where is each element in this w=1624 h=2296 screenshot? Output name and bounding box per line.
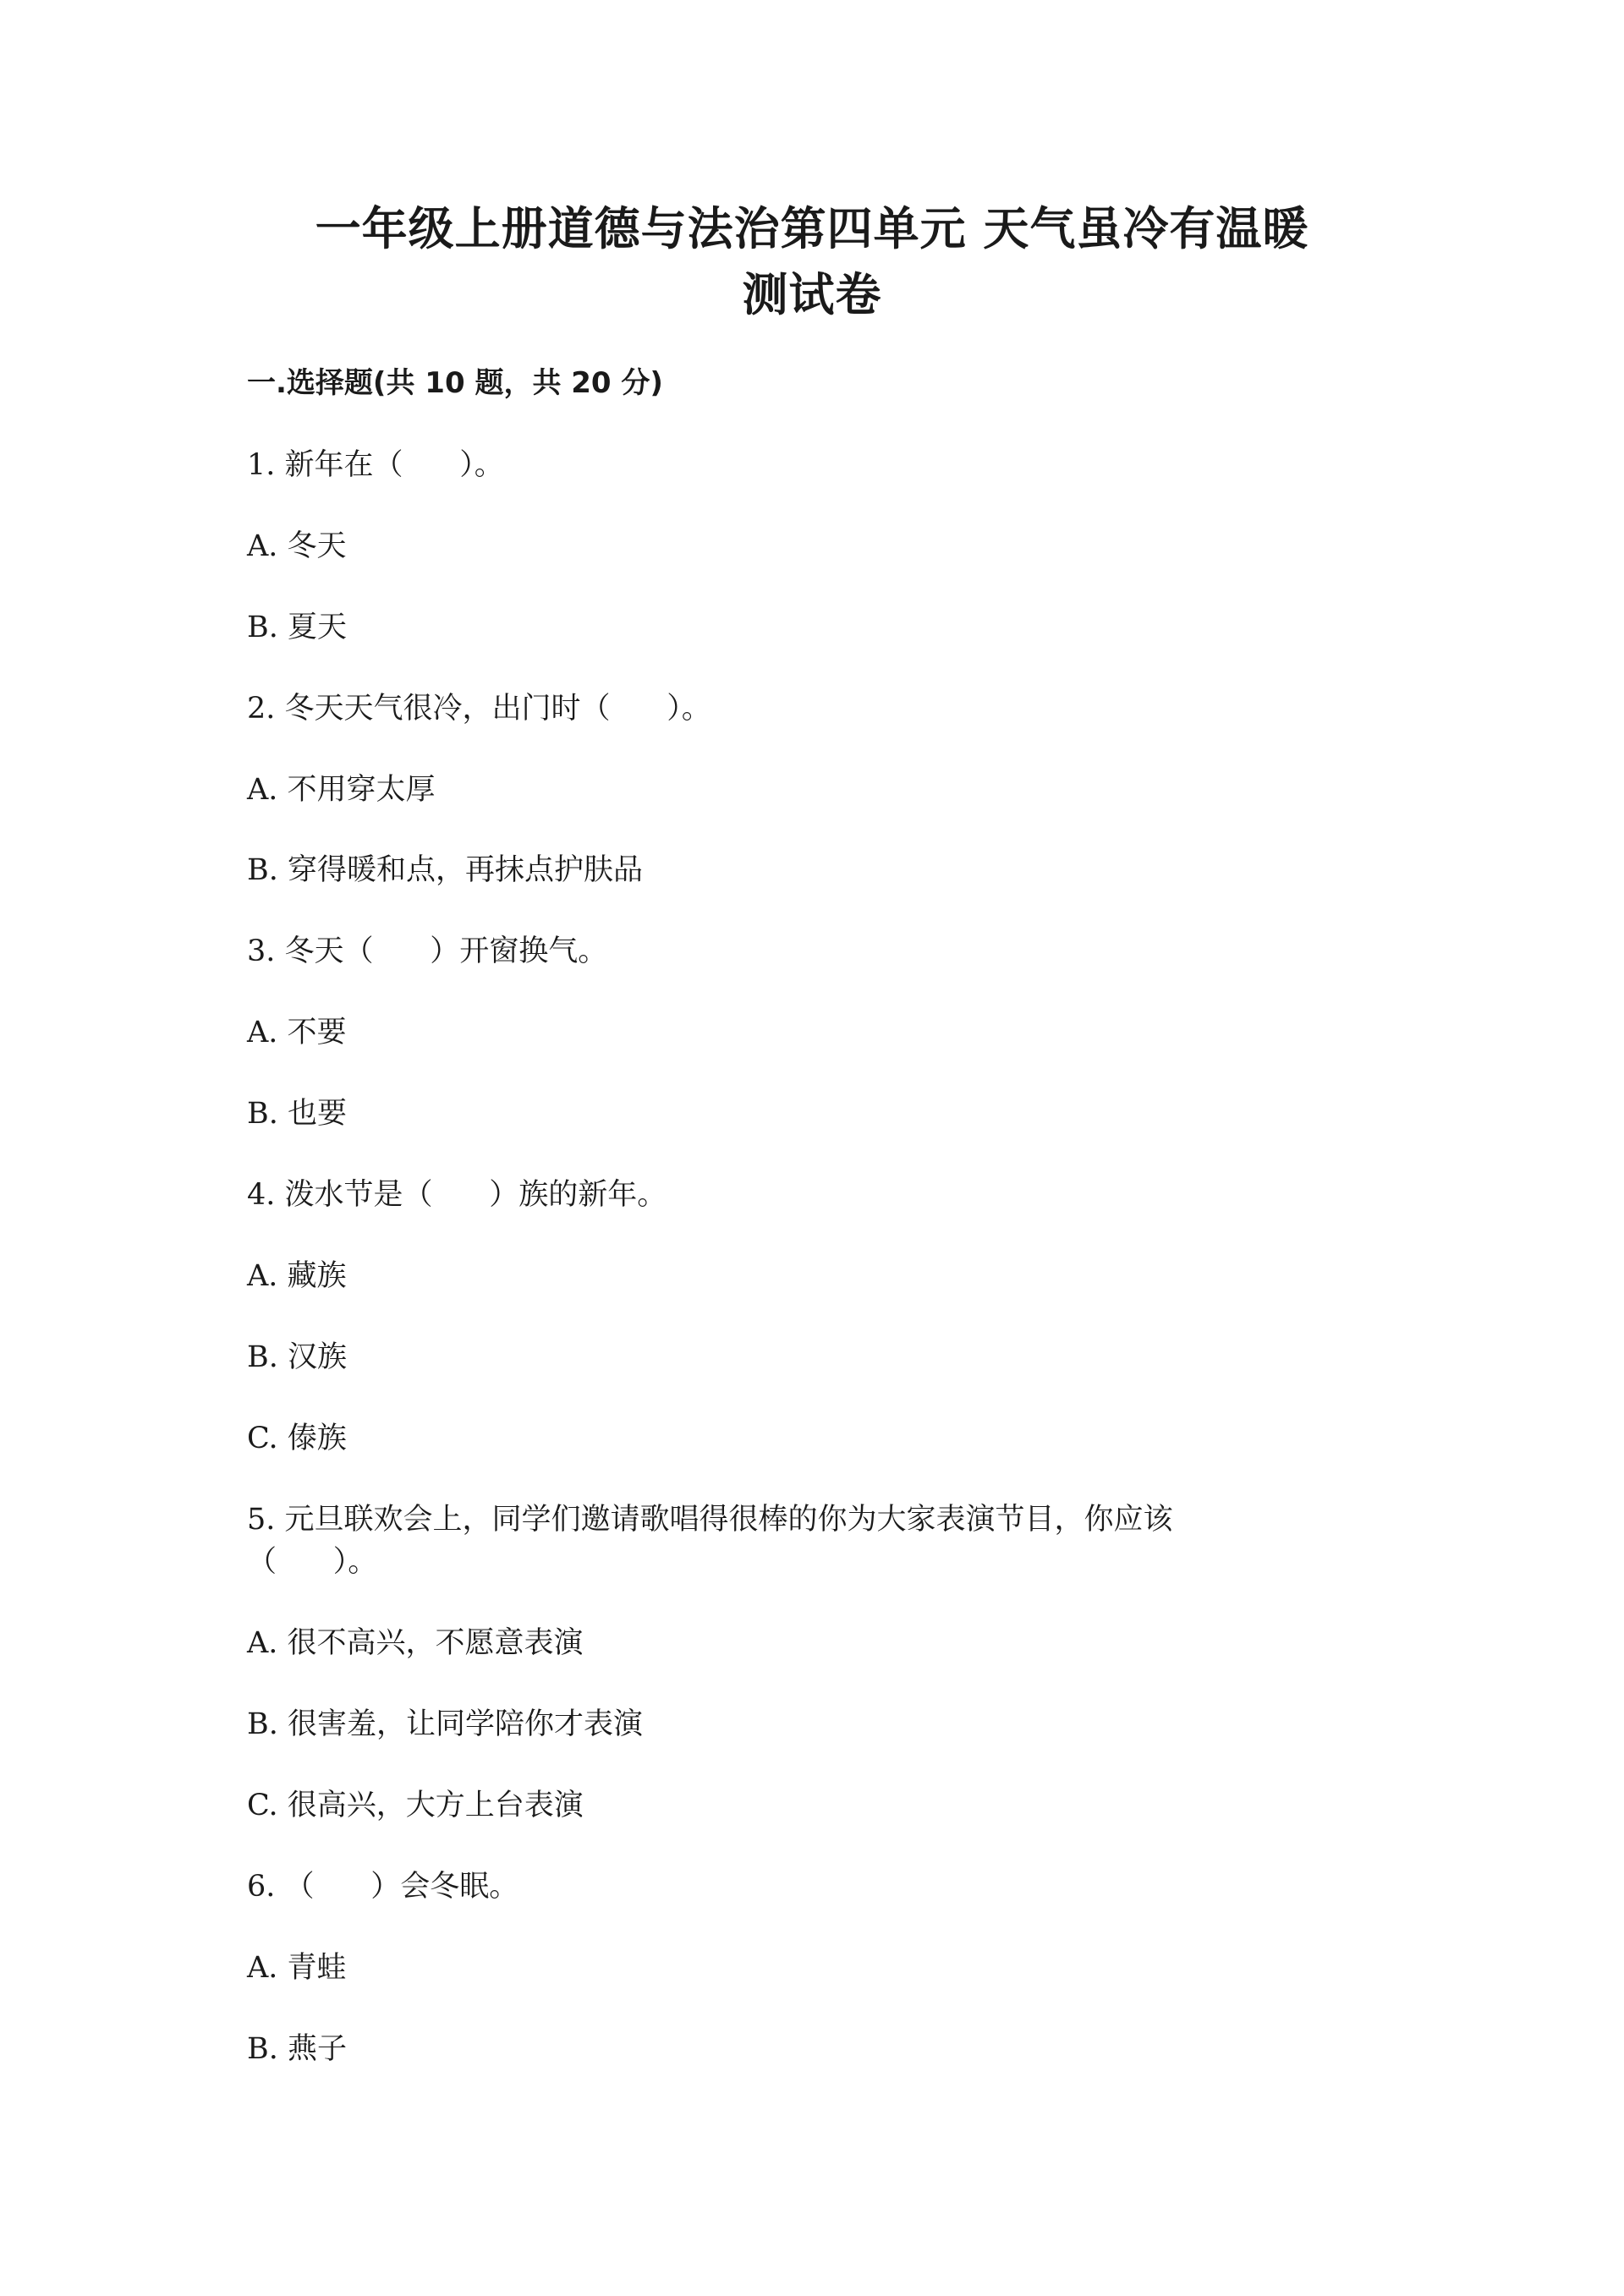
question-5-option-c: C. 很高兴，大方上台表演 xyxy=(247,1789,584,1822)
question-5-option-a: A. 很不高兴，不愿意表演 xyxy=(247,1626,584,1660)
question-4-option-b: B. 汉族 xyxy=(247,1340,347,1374)
question-1-option-a: A. 冬天 xyxy=(247,529,347,563)
question-3-option-a: A. 不要 xyxy=(247,1016,347,1049)
question-1-stem: 1. 新年在（ ）。 xyxy=(247,448,504,482)
question-5-stem-continued: （ ）。 xyxy=(247,1545,378,1579)
question-4-option-a: A. 藏族 xyxy=(247,1259,347,1293)
question-2-stem: 2. 冬天天气很冷，出门时（ ）。 xyxy=(247,692,711,726)
section-heading: 一.选择题(共 10 题，共 20 分) xyxy=(247,366,663,400)
question-1-option-b: B. 夏天 xyxy=(247,611,347,644)
question-6-option-a: A. 青蛙 xyxy=(247,1951,347,1985)
question-2-option-b: B. 穿得暖和点，再抹点护肤品 xyxy=(247,853,643,887)
page-title-line-1: 一年级上册道德与法治第四单元 天气虽冷有温暖 xyxy=(315,202,1309,255)
question-4-stem: 4. 泼水节是（ ）族的新年。 xyxy=(247,1178,667,1212)
page-title-line-2: 测试卷 xyxy=(742,268,882,321)
question-6-option-b: B. 燕子 xyxy=(247,2032,347,2066)
question-5-option-b: B. 很害羞，让同学陪你才表演 xyxy=(247,1707,643,1741)
question-4-option-c: C. 傣族 xyxy=(247,1422,347,1455)
question-6-stem: 6. （ ）会冬眠。 xyxy=(247,1870,519,1904)
question-3-option-b: B. 也要 xyxy=(247,1097,347,1131)
question-5-stem: 5. 元旦联欢会上，同学们邀请歌唱得很棒的你为大家表演节目，你应该 xyxy=(247,1503,1173,1537)
question-3-stem: 3. 冬天（ ）开窗换气。 xyxy=(247,934,608,968)
question-2-option-a: A. 不用穿太厚 xyxy=(247,773,436,807)
